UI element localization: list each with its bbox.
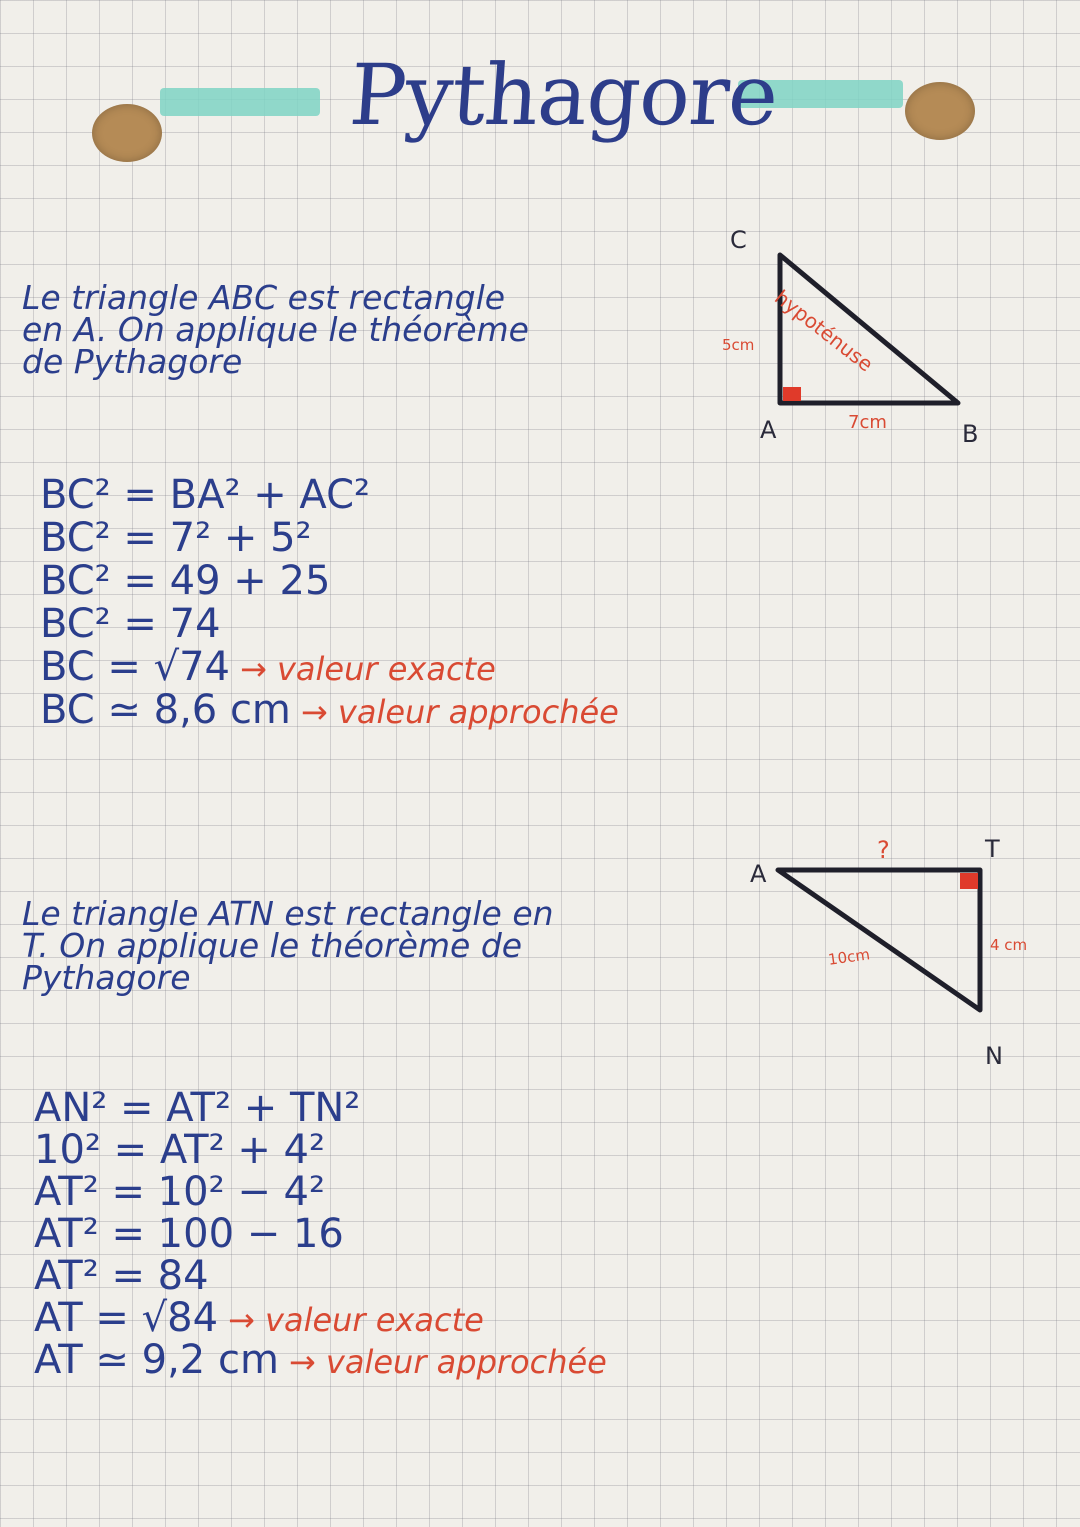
right-angle-marker: [783, 387, 801, 401]
side-tn-label: 4 cm: [990, 936, 1028, 954]
equation-expr: AT² = 10² − 4²: [34, 1169, 326, 1215]
section2-line-2: T. On applique le théorème de: [22, 926, 523, 965]
side-at-label: ?: [877, 836, 890, 864]
equation-row: [34, 1169, 607, 1215]
equation-expr: BC = √74: [40, 644, 230, 690]
section1-line-3: de Pythagore: [22, 342, 243, 381]
page-title: Pythagore: [346, 46, 781, 144]
section1-line-1: Le triangle ABC est rectangle: [22, 278, 506, 317]
equation-note: → valeur exacte: [228, 1301, 484, 1339]
equation-row: [40, 515, 619, 561]
equation-row: [40, 558, 619, 604]
equation-row: [40, 687, 619, 733]
equation-expr: 10² = AT² + 4²: [34, 1127, 326, 1173]
side-an-label: 10cm: [826, 945, 872, 969]
vertex-a-label: A: [760, 416, 777, 444]
equation-row: [40, 472, 619, 518]
section2-line-1: Le triangle ATN est rectangle en: [22, 894, 554, 933]
equation-expr: AT ≃ 9,2 cm: [34, 1337, 279, 1383]
equation-expr: AT² = 84: [34, 1253, 209, 1299]
section2-line-3: Pythagore: [22, 958, 191, 997]
equation-note: → valeur exacte: [240, 650, 496, 688]
equation-row: [34, 1295, 607, 1341]
equation-expr: BC² = 49 + 25: [40, 558, 331, 604]
equation-row: [40, 644, 619, 690]
equation-expr: BC² = 7² + 5²: [40, 515, 312, 561]
side-ab-label: 7cm: [848, 412, 887, 433]
equation-expr: BC² = 74: [40, 601, 221, 647]
equation-row: [34, 1085, 607, 1131]
vertex-a-label: A: [750, 860, 767, 888]
binder-hole-right: [905, 82, 975, 140]
section1-line-2: en A. On applique le théorème: [22, 310, 529, 349]
right-angle-marker: [960, 873, 978, 889]
equation-row: [34, 1337, 607, 1383]
equation-row: [34, 1253, 607, 1299]
equation-note: → valeur approchée: [300, 693, 619, 731]
equation-row: [34, 1211, 607, 1257]
section2-paragraph: [22, 894, 554, 997]
section1-equations: [40, 472, 619, 733]
equation-row: [34, 1127, 607, 1173]
title-highlight-left: [160, 88, 320, 116]
vertex-t-label: T: [985, 835, 1000, 863]
vertex-c-label: C: [730, 226, 747, 254]
binder-hole-left: [92, 104, 162, 162]
equation-expr: BC ≃ 8,6 cm: [40, 687, 291, 733]
side-ca-label: 5cm: [722, 336, 755, 354]
vertex-b-label: B: [962, 420, 979, 448]
equation-expr: AN² = AT² + TN²: [34, 1085, 361, 1131]
equation-row: [40, 601, 619, 647]
section1-paragraph: [22, 278, 529, 381]
equation-note: → valeur approchée: [288, 1343, 607, 1381]
section2-equations: [34, 1085, 607, 1383]
hypotenuse-label: hypoténuse: [770, 285, 878, 377]
vertex-n-label: N: [985, 1042, 1003, 1070]
equation-expr: AT² = 100 − 16: [34, 1211, 344, 1257]
equation-expr: AT = √84: [34, 1295, 219, 1341]
triangle-atn-shape: [778, 870, 980, 1010]
equation-expr: BC² = BA² + AC²: [40, 472, 371, 518]
